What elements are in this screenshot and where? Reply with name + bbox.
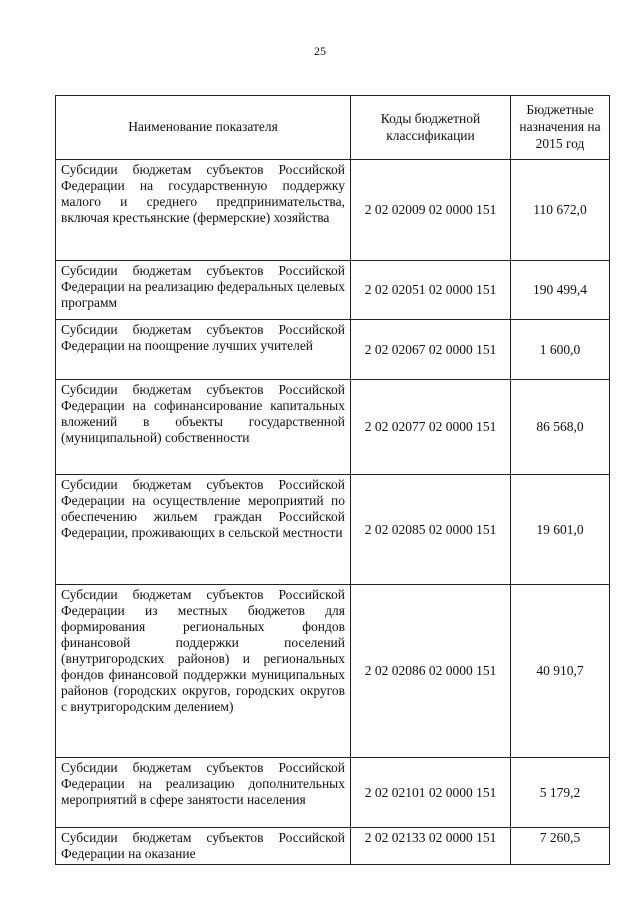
row-amount: 190 499,4 [511, 261, 610, 320]
row-amount: 86 568,0 [511, 380, 610, 475]
row-name: Субсидии бюджетам субъектов Российской Федерации на реализацию дополнительных мероприятий в сфере занятости населения [56, 758, 351, 828]
row-code: 2 02 02086 02 0000 151 [351, 585, 511, 758]
header-amount: Бюджетные назначения на 2015 год [511, 96, 610, 160]
row-amount: 1 600,0 [511, 320, 610, 380]
row-amount: 5 179,2 [511, 758, 610, 828]
header-code: Коды бюджетной классификации [351, 96, 511, 160]
budget-table [55, 95, 610, 865]
row-name: Субсидии бюджетам субъектов Российской Федерации на реализацию федеральных целевых программ [56, 261, 351, 320]
header-name: Наименование показателя [56, 96, 351, 160]
row-name: Субсидии бюджетам субъектов Российской Федерации на софинансирование капитальных вложений в объекты государственной (муниципальной) собственности [56, 380, 351, 475]
row-code: 2 02 02009 02 0000 151 [351, 160, 511, 261]
row-amount: 110 672,0 [511, 160, 610, 261]
row-code: 2 02 02101 02 0000 151 [351, 758, 511, 828]
table-header-row [56, 96, 610, 160]
table-row [56, 261, 610, 320]
row-code: 2 02 02085 02 0000 151 [351, 475, 511, 585]
row-name: Субсидии бюджетам субъектов Российской Федерации на поощрение лучших учителей [56, 320, 351, 380]
table-row [56, 160, 610, 261]
row-code: 2 02 02067 02 0000 151 [351, 320, 511, 380]
row-name: Субсидии бюджетам субъектов Российской Федерации на оказание [56, 828, 351, 865]
row-amount: 19 601,0 [511, 475, 610, 585]
row-name: Субсидии бюджетам субъектов Российской Федерации на осуществление мероприятий по обеспечению жильем граждан Российской Федерации, проживающих в сельской местности [56, 475, 351, 585]
row-amount: 7 260,5 [511, 828, 610, 865]
page-number: 25 [314, 44, 326, 58]
row-name: Субсидии бюджетам субъектов Российской Федерации из местных бюджетов для формирования региональных фондов финансовой поддержки поселений (внутригородских районов) и региональных фондов финансовой поддержки муниципальных районов (городских округов, городских округов с внутригородским делением) [56, 585, 351, 758]
row-name: Субсидии бюджетам субъектов Российской Федерации на государственную поддержку малого и среднего предпринимательства, включая крестьянские (фермерские) хозяйства [56, 160, 351, 261]
row-code: 2 02 02051 02 0000 151 [351, 261, 511, 320]
row-code: 2 02 02077 02 0000 151 [351, 380, 511, 475]
row-code: 2 02 02133 02 0000 151 [351, 828, 511, 865]
table-row [56, 320, 610, 380]
row-amount: 40 910,7 [511, 585, 610, 758]
table-row [56, 758, 610, 828]
table-row [56, 475, 610, 585]
table-row [56, 380, 610, 475]
table-row [56, 828, 610, 865]
table-row [56, 585, 610, 758]
